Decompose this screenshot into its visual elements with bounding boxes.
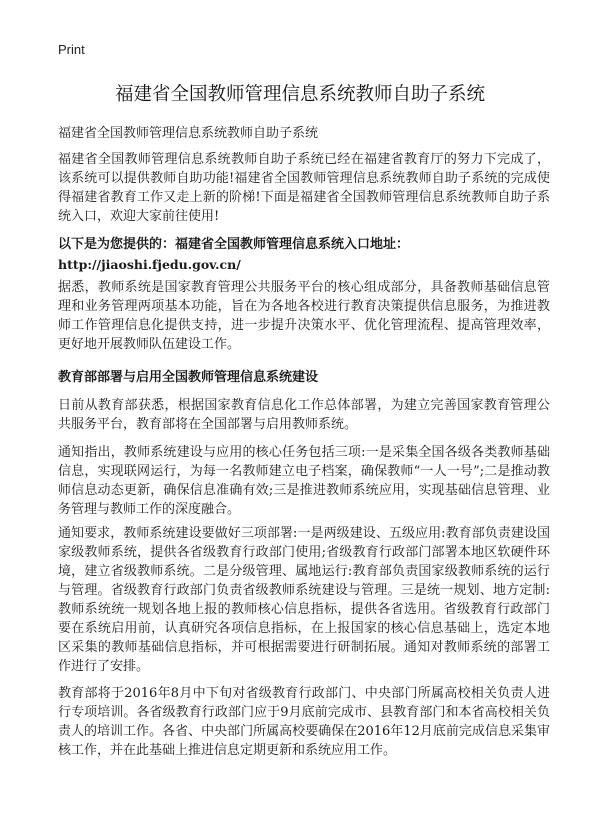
intro-paragraph: 福建省全国教师管理信息系统教师自助子系统已经在福建省教育厅的努力下完成了，该系统可以提供教师自助功能!福建省全国教师管理信息系统教师自助子系统的完成使得福建省教育工作又走上新的阶梯!下面是福建省全国教师管理信息系统教师自助子系统入口，欢迎大家前往使用! [58, 152, 550, 224]
print-link[interactable]: Print [58, 42, 85, 57]
paragraph-block-1 [58, 396, 550, 434]
paragraph-block-2 [58, 443, 550, 519]
section-heading-block [58, 368, 550, 388]
entry-url-link[interactable]: http://jiaoshi.fjedu.gov.cn/ [58, 257, 241, 272]
body-paragraph: 教育部将于2016年8月中下旬对省级教育行政部门、中央部门所属高校相关负责人进行专项培训。各省级教育行政部门应于9月底前完成市、县教育部门和本省高校相关负责人的培训工作。各省、中央部门所属高校要确保在2016年12月底前完成信息采集审核工作，并在此基础上推进信息定期更新和系统应用工作。 [58, 686, 550, 758]
body-paragraph: 日前从教育部获悉，根据国家教育信息化工作总体部署，为建立完善国家教育管理公共服务平台，教育部将在全国部署与启用教师系统。 [58, 398, 550, 432]
section-heading: 教育部部署与启用全国教师管理信息系统建设 [58, 370, 319, 385]
entry-block [58, 235, 550, 275]
description-block [58, 278, 550, 354]
body-paragraph: 通知要求，教师系统建设要做好三项部署:一是两级建设、五级应用:教育部负责建设国家级教师系统，提供各省级教育行政部门使用;省级教育行政部门部署本地区软硬件环境，建立省级教师系统。二是分级管理、属地运行:教育部负责国家级教师系统的运行与管理。省级教育行政部门负责省级教师系统建设与管理。三是统一规划、地方定制:教师系统统一规划各地上报的教师核心信息指标，提供各省选用。省级教育行政部门要在系统启用前，认真研究各项信息指标，在上报国家的核心信息基础上，选定本地区采集的教师基础信息指标，并可根据需要进行研制拓展。通知对教师系统的部署工作进行了安排。 [58, 526, 550, 674]
description-paragraph: 据悉，教师系统是国家教育管理公共服务平台的核心组成部分，具备教师基础信息管理和业务管理两项基本功能，旨在为各地各校进行教育决策提供信息服务，为推进教师工作管理信息化提供支持，进一步提升决策水平、优化管理流程、提高管理效率，更好地开展教师队伍建设工作。 [58, 280, 550, 352]
page-title: 福建省全国教师管理信息系统教师自助子系统 [114, 84, 485, 105]
intro-block [58, 150, 550, 226]
body-paragraph: 通知指出，教师系统建设与应用的核心任务包括三项:一是采集全国各级各类教师基础信息，实现联网运行，为每一名教师建立电子档案，确保教师“一人一号”;二是推动教师信息动态更新，确保信息准确有效;三是推进教师系统应用，实现基础信息管理、业务管理与教师工作的深度融合。 [58, 445, 550, 517]
entry-heading: 以下是为您提供的：福建省全国教师管理信息系统入口地址： [58, 237, 410, 252]
paragraph-block-3 [58, 524, 550, 676]
paragraph-block-4 [58, 684, 550, 760]
article-subtitle: 福建省全国教师管理信息系统教师自助子系统 [58, 126, 319, 141]
